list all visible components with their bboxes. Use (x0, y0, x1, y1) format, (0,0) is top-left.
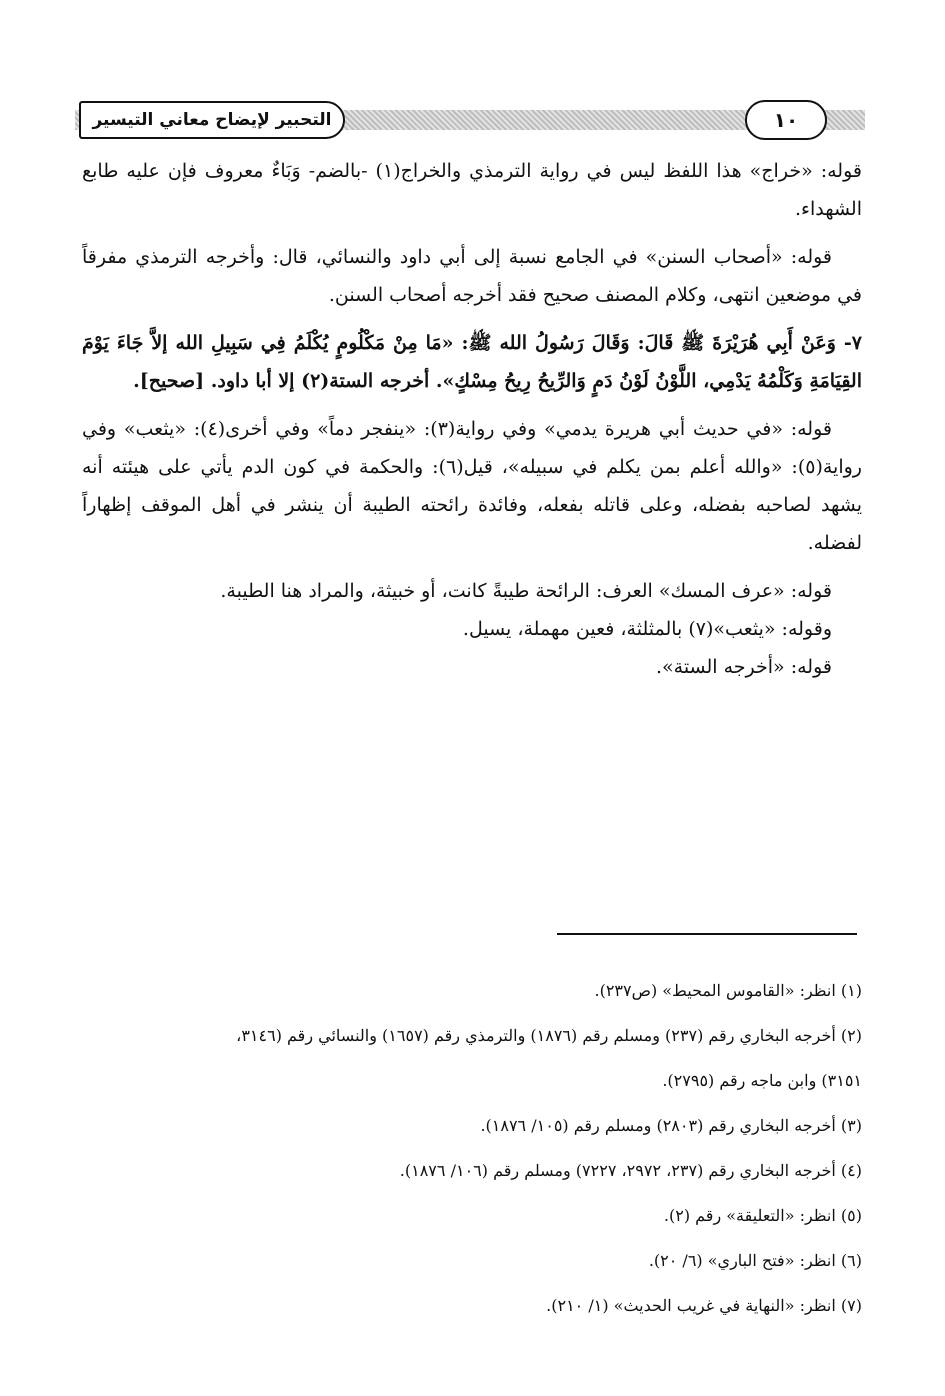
paragraph-yathab: وقوله: «يثعب»(٧) بالمثلثة، فعين مهملة، يسيل. (462, 618, 832, 640)
book-title: التحبير لإيضاح معاني التيسير (79, 101, 345, 139)
running-header (75, 98, 865, 142)
footnote: (٢) أخرجه البخاري رقم (٢٣٧) ومسلم رقم (١٨٧٦) والترمذي رقم (١٦٥٧) والنسائي رقم (٣١٤٦، (236, 1026, 862, 1045)
paragraph-akhrajahu: قوله: «أخرجه الستة». (655, 656, 832, 678)
footnotes (82, 968, 862, 1328)
footnote: (٦) انظر: «فتح الباري» (٦/ ٢٠). (648, 1251, 862, 1270)
paragraph-yadmi: قوله: «في حديث أبي هريرة يدمي» وفي رواية(٣): «ينفجر دماً» وفي أخرى(٤): «يثعب» وفي رواية(٥): «والله أعلم بمن يكلم في سبيله»، قيل(٦): والحكمة في كون الدم يأتي على هيئته أنه يشهد لصاحبه بفضله، وعلى قاتله بفعله، وفائدة رائحته الطيبة أن ينشر في أهل الموقف إظهاراً لفضله. (82, 418, 862, 554)
footnote: (٧) انظر: «النهاية في غريب الحديث» (١/ ٢١٠). (546, 1296, 862, 1315)
page-number: ١٠ (745, 100, 827, 140)
paragraph-urf-almisk: قوله: «عرف المسك» العرف: الرائحة طيبةً كانت، أو خبيثة، والمراد هنا الطيبة. (220, 580, 832, 602)
paragraph-khuraj: قوله: «خراج» هذا اللفظ ليس في رواية الترمذي والخراج(١) -بالضم- وَبَاءٌ معروف فإن عليه طابع الشهداء. (82, 160, 862, 220)
footnote-continuation: ٣١٥١) وابن ماجه رقم (٢٧٩٥). (662, 1071, 862, 1090)
footnote: (٣) أخرجه البخاري رقم (٢٨٠٣) ومسلم رقم (١٠٥/ ١٨٧٦). (480, 1116, 862, 1135)
main-text (82, 152, 862, 686)
footnote: (١) انظر: «القاموس المحيط» (ص٢٣٧). (594, 981, 862, 1000)
footnote: (٤) أخرجه البخاري رقم (٢٣٧، ٢٩٧٢، ٧٢٢٧) ومسلم رقم (١٠٦/ ١٨٧٦). (399, 1161, 862, 1180)
footnote: (٥) انظر: «التعليقة» رقم (٢). (663, 1206, 862, 1225)
paragraph-ashab-alsunan: قوله: «أصحاب السنن» في الجامع نسبة إلى أبي داود والنسائي، قال: وأخرجه الترمذي مفرقاً في موضعين انتهى، وكلام المصنف صحيح فقد أخرجه أصحاب السنن. (82, 246, 862, 306)
hadith-text: ٧- وَعَنْ أَبِي هُرَيْرَةَ ﷺ قَالَ: وَقَالَ رَسُولُ الله ﷺ: «مَا مِنْ مَكْلُومٍ يُكْلَمُ فِي سَبِيلِ الله إلاَّ جَاءَ يَوْمَ القِيَامَةِ وَكَلْمُهُ يَدْمِي، اللَّوْنُ لَوْنُ دَمٍ وَالرِّيحُ رِيحُ مِسْكٍ». أخرجه الستة(٢) إلا أبا داود. [صحيح]. (82, 332, 862, 392)
footnote-separator (557, 933, 857, 935)
